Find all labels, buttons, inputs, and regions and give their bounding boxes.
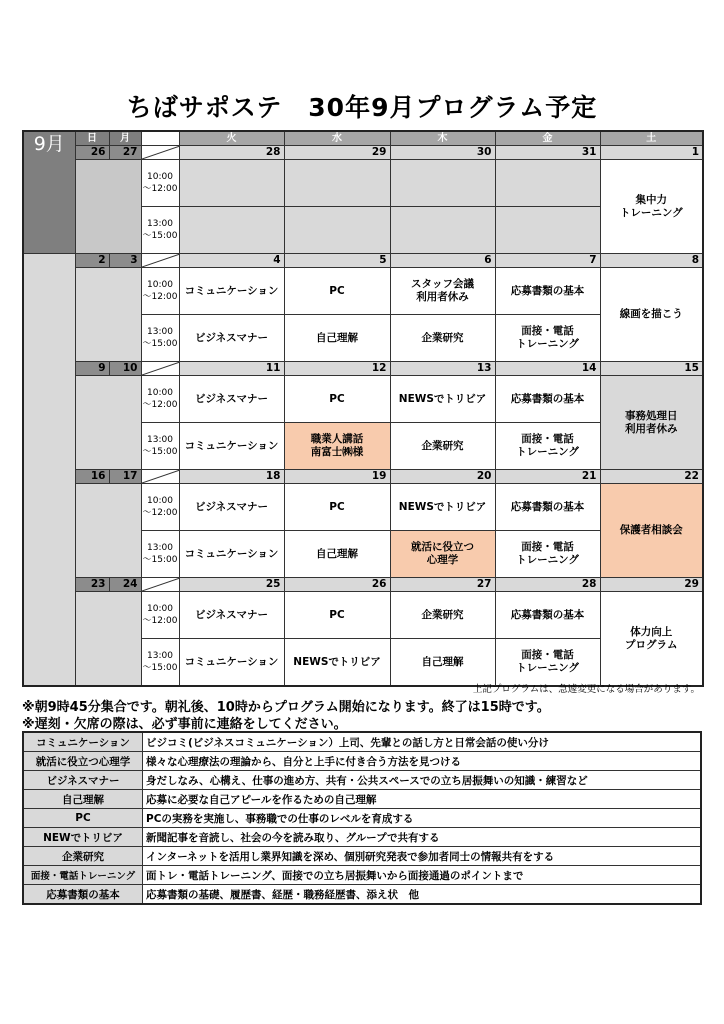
saturday-program: 線画を描こう xyxy=(600,268,703,362)
saturday-program: 集中力 トレーニング xyxy=(600,160,703,254)
legend-row xyxy=(23,866,701,885)
time-header xyxy=(141,131,179,146)
saturday-program: 体力向上 プログラム xyxy=(600,592,703,687)
diagonal-line xyxy=(142,470,180,483)
legend-row xyxy=(23,809,701,828)
date-sun: 2 xyxy=(75,254,109,268)
schedule-calendar xyxy=(22,130,704,687)
sun-mon-closed xyxy=(75,484,141,578)
program-cell xyxy=(179,207,284,254)
legend-program-name: コミュニケーション xyxy=(23,732,143,752)
date-mon: 10 xyxy=(109,362,141,376)
program-cell: 職業人講話 南富士㈱様 xyxy=(284,423,390,470)
date-cell: 5 xyxy=(284,254,390,268)
date-cell: 28 xyxy=(495,578,600,592)
date-cell: 31 xyxy=(495,146,600,160)
sun-mon-closed xyxy=(75,160,141,254)
change-note: 上記プログラムは、急遽変更になる場合があります。 xyxy=(472,684,700,695)
weekday-sun: 日 xyxy=(75,131,109,146)
date-sun: 26 xyxy=(75,146,109,160)
legend-description: ビジコミ(ビジネスコミュニケーション）上司、先輩との話し方と日常会話の使い分け xyxy=(143,732,702,752)
program-cell: 応募書類の基本 xyxy=(495,268,600,315)
time-diagonal xyxy=(141,578,179,592)
weekday-header: 金 xyxy=(495,131,600,146)
legend-description: 面トレ・電話トレーニング、面接での立ち居振舞いから面接通過のポイントまで xyxy=(143,866,702,885)
time-slot: 13:00 ～15:00 xyxy=(141,531,179,578)
date-cell: 4 xyxy=(179,254,284,268)
program-cell: NEWSでトリビア xyxy=(390,484,495,531)
diagonal-line xyxy=(142,146,180,159)
date-cell: 27 xyxy=(390,578,495,592)
time-diagonal xyxy=(141,362,179,376)
program-cell: 応募書類の基本 xyxy=(495,592,600,639)
page-title: ちばサポステ 30年9月プログラム予定 xyxy=(126,93,598,122)
date-cell: 8 xyxy=(600,254,703,268)
saturday-program: 事務処理日 利用者休み xyxy=(600,376,703,470)
program-cell: PC xyxy=(284,376,390,423)
program-cell: 面接・電話 トレーニング xyxy=(495,639,600,687)
program-cell: 就活に役立つ 心理学 xyxy=(390,531,495,578)
program-cell xyxy=(390,207,495,254)
program-cell: コミュニケーション xyxy=(179,423,284,470)
slot-row-am xyxy=(23,268,703,315)
legend-description: 応募書類の基礎、履歴書、経歴・職務経歴書、添え状 他 xyxy=(143,885,702,905)
program-cell: ビジネスマナー xyxy=(179,376,284,423)
program-cell: 企業研究 xyxy=(390,423,495,470)
date-cell: 6 xyxy=(390,254,495,268)
legend-row xyxy=(23,790,701,809)
note-absence: ※遅刻・欠席の際は、必ず事前に連絡をしてください。 xyxy=(22,717,347,732)
date-cell: 14 xyxy=(495,362,600,376)
program-cell: 応募書類の基本 xyxy=(495,484,600,531)
legend-program-name: 面接・電話トレーニング xyxy=(23,866,143,885)
weekday-header: 土 xyxy=(600,131,703,146)
time-diagonal xyxy=(141,470,179,484)
date-row xyxy=(23,362,703,376)
program-cell: ビジネスマナー xyxy=(179,484,284,531)
legend-program-name: 応募書類の基本 xyxy=(23,885,143,905)
time-slot: 10:00 ～12:00 xyxy=(141,592,179,639)
program-cell xyxy=(495,160,600,207)
weekday-header: 木 xyxy=(390,131,495,146)
weekday-header: 火 xyxy=(179,131,284,146)
date-cell: 22 xyxy=(600,470,703,484)
date-row xyxy=(23,254,703,268)
time-slot: 10:00 ～12:00 xyxy=(141,268,179,315)
program-cell: NEWSでトリビア xyxy=(284,639,390,687)
program-cell: スタッフ会議 利用者休み xyxy=(390,268,495,315)
legend-row xyxy=(23,752,701,771)
date-sun: 16 xyxy=(75,470,109,484)
program-cell: 自己理解 xyxy=(284,531,390,578)
date-sun: 23 xyxy=(75,578,109,592)
date-mon: 3 xyxy=(109,254,141,268)
time-slot: 13:00 ～15:00 xyxy=(141,639,179,687)
legend-description: 身だしなみ、心構え、仕事の進め方、共有・公共スペースでの立ち居振舞いの知識・練習など xyxy=(143,771,702,790)
slot-row-am xyxy=(23,592,703,639)
date-row xyxy=(23,578,703,592)
time-diagonal xyxy=(141,254,179,268)
month-side-block xyxy=(23,254,75,687)
date-cell: 30 xyxy=(390,146,495,160)
sun-mon-closed xyxy=(75,268,141,362)
program-cell xyxy=(495,207,600,254)
time-slot: 10:00 ～12:00 xyxy=(141,376,179,423)
program-cell: コミュニケーション xyxy=(179,639,284,687)
diagonal-line xyxy=(142,254,180,267)
date-cell: 26 xyxy=(284,578,390,592)
time-slot: 13:00 ～15:00 xyxy=(141,315,179,362)
date-cell: 29 xyxy=(600,578,703,592)
slot-row-am xyxy=(23,376,703,423)
saturday-program: 保護者相談会 xyxy=(600,484,703,578)
date-cell: 19 xyxy=(284,470,390,484)
program-cell: 面接・電話 トレーニング xyxy=(495,423,600,470)
legend-description: PCの実務を実施し、事務職での仕事のレベルを育成する xyxy=(143,809,702,828)
date-cell: 25 xyxy=(179,578,284,592)
legend-row xyxy=(23,847,701,866)
legend-description: インターネットを活用し業界知識を深め、個別研究発表で参加者同士の情報共有をする xyxy=(143,847,702,866)
slot-row-am xyxy=(23,484,703,531)
legend-description: 様々な心理療法の理論から、自分と上手に付き合う方法を見つける xyxy=(143,752,702,771)
date-cell: 1 xyxy=(600,146,703,160)
program-cell: NEWSでトリビア xyxy=(390,376,495,423)
program-cell xyxy=(284,160,390,207)
legend-program-name: ビジネスマナー xyxy=(23,771,143,790)
program-cell: 自己理解 xyxy=(390,639,495,687)
date-cell: 13 xyxy=(390,362,495,376)
program-cell: ビジネスマナー xyxy=(179,592,284,639)
date-cell: 20 xyxy=(390,470,495,484)
date-cell: 7 xyxy=(495,254,600,268)
program-cell xyxy=(390,160,495,207)
diagonal-line xyxy=(142,578,180,591)
date-row xyxy=(23,146,703,160)
date-mon: 27 xyxy=(109,146,141,160)
program-cell: PC xyxy=(284,592,390,639)
time-slot: 13:00 ～15:00 xyxy=(141,423,179,470)
weekday-header: 水 xyxy=(284,131,390,146)
program-cell: コミュニケーション xyxy=(179,268,284,315)
program-legend xyxy=(22,731,702,905)
legend-row xyxy=(23,732,701,752)
date-row xyxy=(23,470,703,484)
program-cell: 面接・電話 トレーニング xyxy=(495,531,600,578)
legend-description: 応募に必要な自己アピールを作るための自己理解 xyxy=(143,790,702,809)
program-cell xyxy=(179,160,284,207)
date-sun: 9 xyxy=(75,362,109,376)
program-cell: コミュニケーション xyxy=(179,531,284,578)
month-label: 9月 xyxy=(23,131,75,254)
date-cell: 11 xyxy=(179,362,284,376)
date-mon: 17 xyxy=(109,470,141,484)
time-slot: 10:00 ～12:00 xyxy=(141,160,179,207)
legend-program-name: 企業研究 xyxy=(23,847,143,866)
date-cell: 18 xyxy=(179,470,284,484)
diagonal-line xyxy=(142,362,180,375)
date-cell: 29 xyxy=(284,146,390,160)
date-cell: 21 xyxy=(495,470,600,484)
date-cell: 28 xyxy=(179,146,284,160)
slot-row-am xyxy=(23,160,703,207)
program-cell: 企業研究 xyxy=(390,592,495,639)
sun-mon-closed xyxy=(75,376,141,470)
time-slot: 10:00 ～12:00 xyxy=(141,484,179,531)
program-cell: 応募書類の基本 xyxy=(495,376,600,423)
sun-mon-closed xyxy=(75,592,141,687)
date-cell: 12 xyxy=(284,362,390,376)
program-cell: 自己理解 xyxy=(284,315,390,362)
legend-row xyxy=(23,828,701,847)
time-diagonal xyxy=(141,146,179,160)
program-cell xyxy=(284,207,390,254)
legend-program-name: 自己理解 xyxy=(23,790,143,809)
program-cell: 企業研究 xyxy=(390,315,495,362)
program-cell: PC xyxy=(284,268,390,315)
program-cell: ビジネスマナー xyxy=(179,315,284,362)
weekday-mon: 月 xyxy=(109,131,141,146)
legend-program-name: NEWでトリビア xyxy=(23,828,143,847)
legend-description: 新聞記事を音読し、社会の今を読み取り、グループで共有する xyxy=(143,828,702,847)
time-slot: 13:00 ～15:00 xyxy=(141,207,179,254)
program-cell: PC xyxy=(284,484,390,531)
legend-row xyxy=(23,771,701,790)
legend-row xyxy=(23,885,701,905)
legend-program-name: PC xyxy=(23,809,143,828)
date-mon: 24 xyxy=(109,578,141,592)
date-cell: 15 xyxy=(600,362,703,376)
legend-program-name: 就活に役立つ心理学 xyxy=(23,752,143,771)
program-cell: 面接・電話 トレーニング xyxy=(495,315,600,362)
note-start-time: ※朝9時45分集合です。朝礼後、10時からプログラム開始になります。終了は15時です。 xyxy=(22,700,550,715)
